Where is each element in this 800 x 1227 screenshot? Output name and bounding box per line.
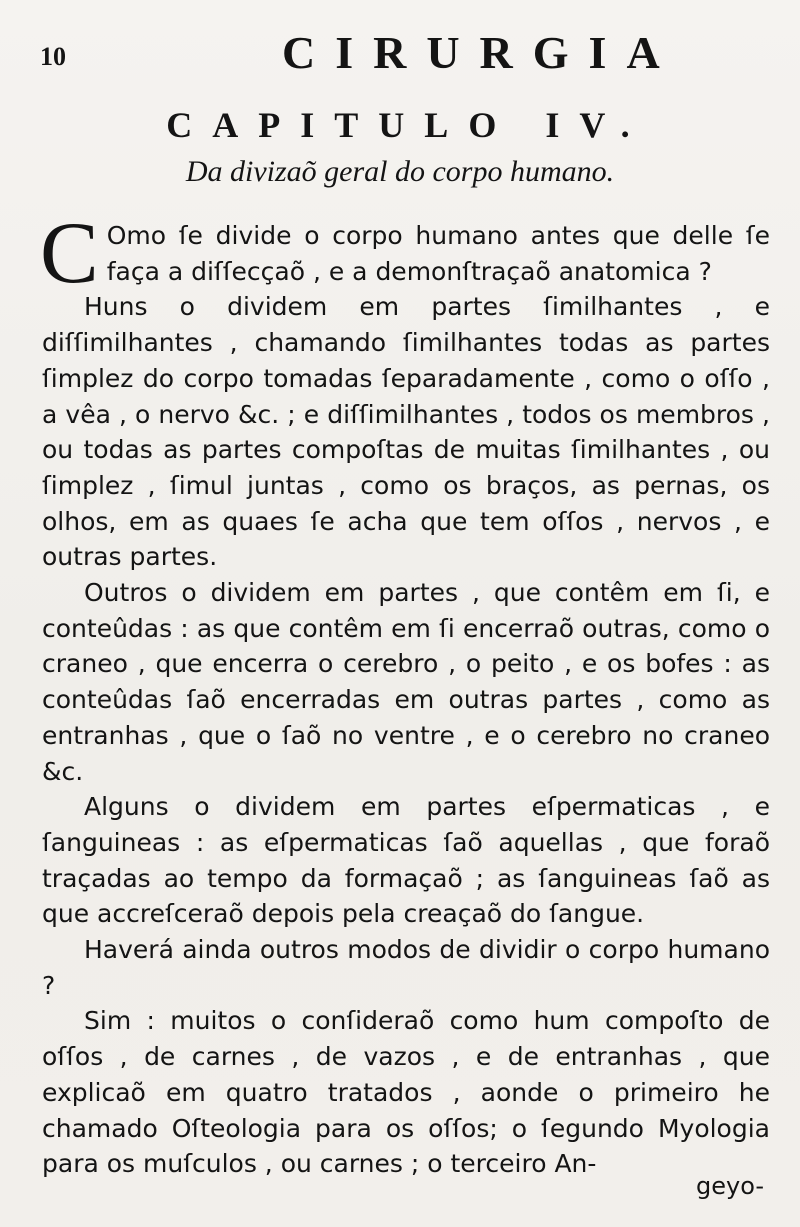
paragraph-4: Alguns o dividem em partes eſpermaticas , e ſanguineas : as eſpermaticas ſaõ aquellas , que foraõ traçadas ao tempo da formaçaõ ; as ſanguineas ſaõ as que accreſceraõ depois pela creaçaõ do ſangue. [42, 792, 770, 929]
drop-cap: C [40, 205, 99, 302]
catchword: geyo- [696, 1172, 764, 1200]
paragraph-1 [40, 205, 770, 302]
running-head: CIRURGIA [282, 27, 680, 78]
chapter-subtitle: Da divizaõ geral do corpo humano. [185, 155, 615, 188]
paragraph-3: Outros o dividem em partes , que contêm em ſi, e conteûdas : as que contêm em ſi encerraõ outras, como o craneo , que encerra o cerebro , o peito , e os bofes : as conteûdas ſaõ encerradas em outras partes , como as entranhas , que o ſaõ no ventre , e o cerebro no craneo &c. [42, 578, 770, 786]
paragraph-1-text: Omo ſe divide o corpo humano antes que delle ſe faça a diſſecçaõ , e a demonſtraçaõ anatomica ? [106, 221, 770, 286]
chapter-title: CAPITULO IV. [166, 105, 650, 145]
paragraph-6: Sim : muitos o conſideraõ como hum compoſto de oſſos , de carnes , de vazos , e de entranhas , que explicaõ em quatro tratados , aonde o primeiro he chamado Oſteologia para os oſſos; o ſegundo Myologia para os muſculos , ou carnes ; o terceiro An- [42, 1006, 770, 1179]
body-text [40, 205, 770, 1182]
paragraph-2: Huns o dividem em partes ſimilhantes , e diſſimilhantes , chamando ſimilhantes todas as partes ſimplez do corpo tomadas ſeparadamente , como o oſſo , a vêa , o nervo &c. ; e diſſimilhantes , todos os membros , ou todas as partes compoſtas de muitas ſimilhantes , ou ſimplez , ſimul juntas , como os braços, as pernas, os olhos, em as quaes ſe acha que tem oſſos , nervos , e outras partes. [42, 292, 770, 572]
paragraph-5: Haverá ainda outros modos de dividir o corpo humano ? [42, 935, 770, 1000]
page-header [0, 27, 800, 90]
page-number: 10 [40, 42, 66, 71]
